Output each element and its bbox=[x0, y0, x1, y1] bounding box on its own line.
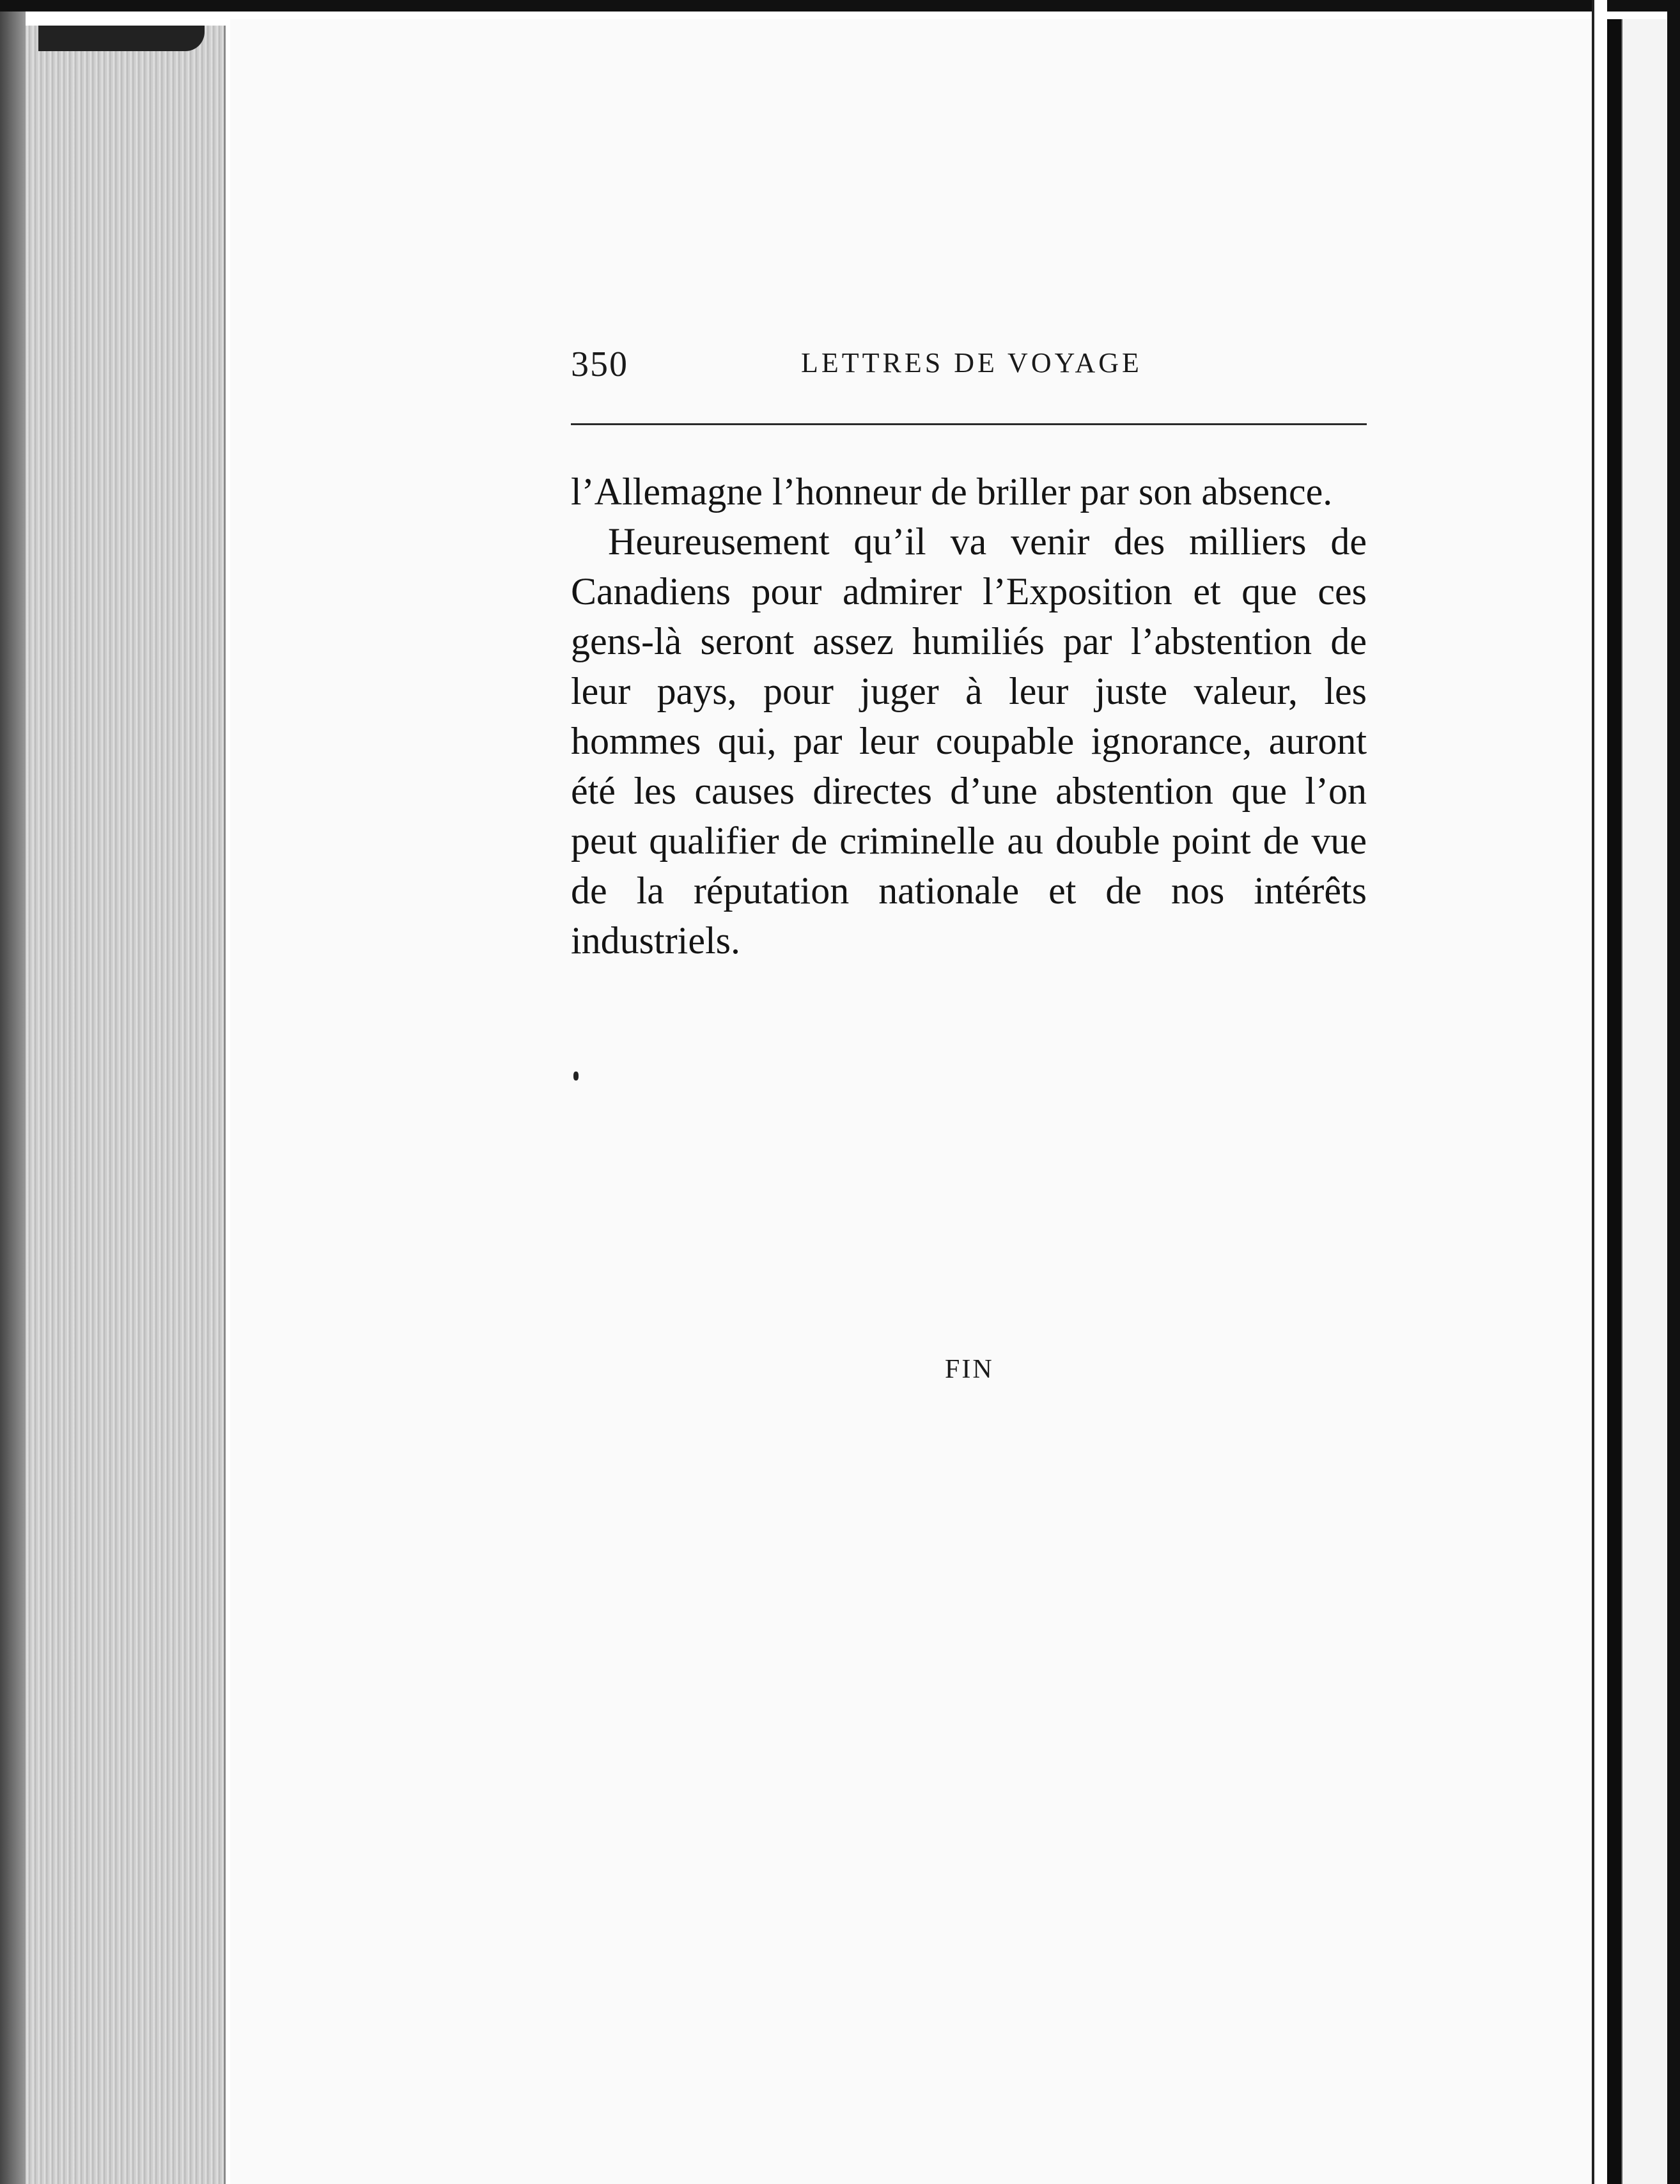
scan-left-shadow bbox=[0, 0, 26, 2184]
running-head bbox=[571, 339, 1364, 390]
fin-label: FIN bbox=[945, 1355, 994, 1384]
paragraph-continued: l’Allemagne l’honneur de briller par son absence. bbox=[571, 471, 1333, 513]
running-title: LETTRES DE VOYAGE bbox=[801, 347, 1142, 378]
book-cover-corner bbox=[38, 26, 205, 51]
book-page-stack-edge bbox=[26, 26, 226, 2184]
ink-speck bbox=[573, 1072, 579, 1080]
header-rule bbox=[571, 423, 1367, 425]
body-text bbox=[571, 467, 1367, 965]
page-number: 350 bbox=[571, 345, 628, 384]
scan-right-border bbox=[1667, 0, 1680, 2184]
page-right-gutter bbox=[1592, 0, 1607, 2184]
next-page-sliver bbox=[1621, 19, 1668, 2184]
scan-top-border bbox=[0, 0, 1680, 12]
scan-right-dark-bar bbox=[1607, 19, 1621, 2184]
paragraph: Heureusement qu’il va venir des milliers de Canadiens pour admirer l’Exposition et que ces gens-là seront assez humiliés par l’abstention de leur pays, pour juger à leur juste valeur, les hommes qui, par leur coupable ignorance, auront été les causes directes d’une abstention que l’on peut qualifier de criminelle au double point de vue de la réputation nationale et de nos intérêts industriels. bbox=[571, 520, 1367, 962]
